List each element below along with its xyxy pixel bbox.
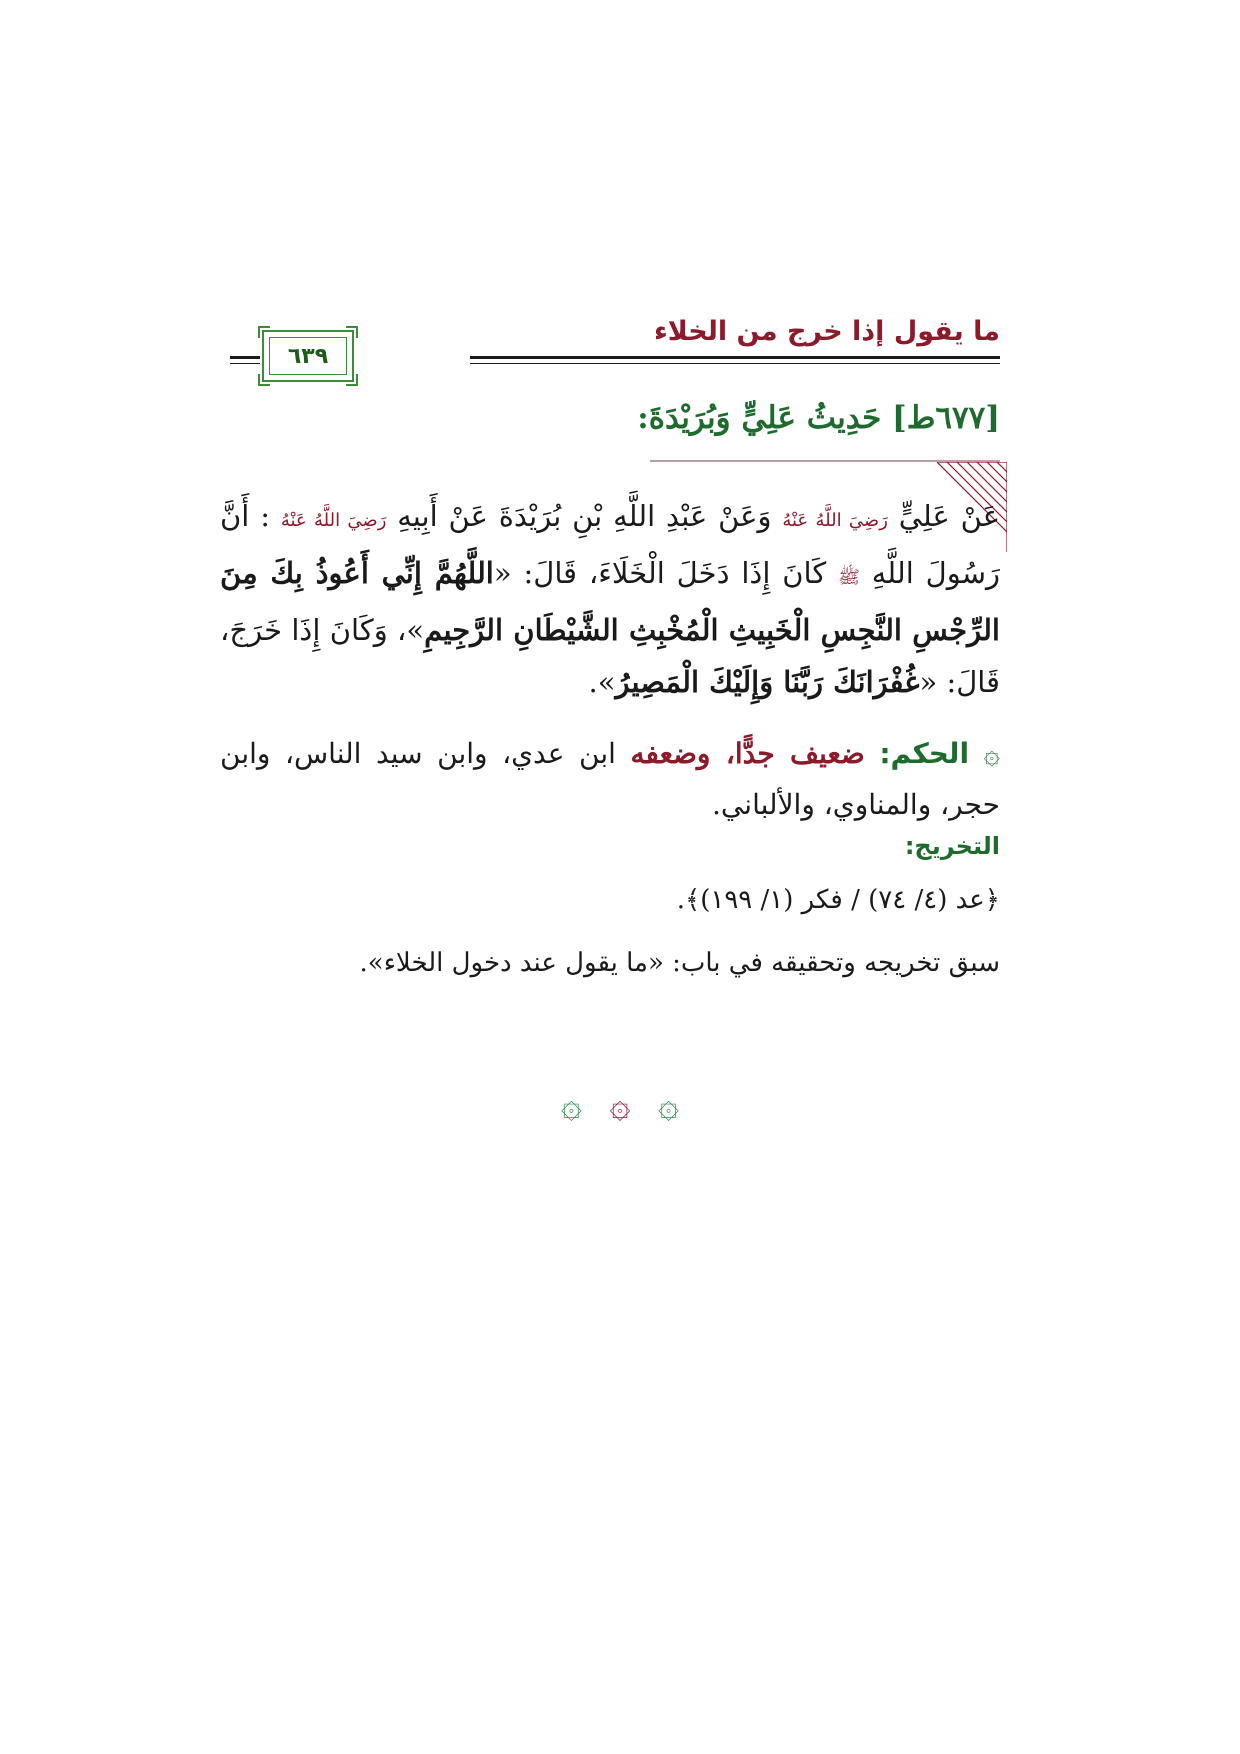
rub-el-hizb-icon: ۞: [658, 1085, 680, 1126]
supplication-entering: اللَّهُمَّ إِنِّي أَعُوذُ بِكَ مِنَ الرِّجْسِ النَّجِسِ الْخَبِيثِ الْمُخْبِثِ الشَّيْطَانِ الرَّجِيمِ: [220, 556, 1000, 647]
frame-corner-ornament: [346, 374, 358, 386]
rub-el-hizb-icon: ۞: [983, 737, 1000, 770]
supplication-exiting: غُفْرَانَكَ رَبَّنَا وَإِلَيْكَ الْمَصِيرُ: [615, 665, 920, 699]
matn-text: »، وَكَانَ إِذَا خَرَجَ، قَالَ: «: [220, 613, 1000, 699]
ruling-authorities: ابن عدي، وابن سيد الناس، وابن حجر، والمناوي، والألباني.: [220, 737, 1000, 821]
header-rule-right-thick: [470, 356, 1000, 359]
page-number: ٦٣٩: [269, 337, 347, 375]
rub-el-hizb-icon: ۞: [560, 1085, 582, 1126]
matn-text: وَعَنْ عَبْدِ اللَّهِ بْنِ بُرَيْدَةَ عَنْ أَبِيهِ: [397, 499, 772, 533]
ruling-paragraph: [220, 728, 1000, 830]
section-end-ornament: [520, 1085, 720, 1126]
page-number-frame: [262, 330, 354, 382]
matn-text: : أَنَّ رَسُولَ اللَّهِ: [220, 499, 1001, 590]
hadith-matn: [220, 490, 1000, 708]
frame-corner-ornament: [258, 374, 270, 386]
takhrij-label: التخريج:: [904, 832, 1000, 860]
matn-text: عَنْ عَلِيٍّ: [898, 499, 1001, 533]
honorific-radiallahu: رَضِيَ اللَّهُ عَنْهُ: [782, 510, 888, 531]
hadith-heading: [٦٧٧ط] حَدِيثُ عَلِيٍّ وَبُرَيْدَةَ:: [637, 400, 1000, 436]
ruling-label: الحكم:: [879, 737, 970, 770]
takhrij-reference: ﴿عد (٤/ ٧٤) / فكر (١/ ١٩٩)﴾.: [676, 885, 1000, 915]
header-rule-right-thin: [470, 363, 1000, 364]
honorific-salallahu: ﷺ: [838, 567, 860, 588]
rub-el-hizb-icon: ۞: [609, 1085, 631, 1126]
header-rule-left-thin: [230, 363, 260, 364]
running-header-title: ما يقول إذا خرج من الخلاء: [653, 316, 1000, 347]
takhrij-note: سبق تخريجه وتحقيقه في باب: «ما يقول عند دخول الخلاء».: [359, 948, 1000, 978]
header-rule-left-thick: [230, 356, 260, 359]
honorific-radiallahu: رَضِيَ اللَّهُ عَنْهُ: [280, 510, 387, 531]
ruling-grade: ضعيف جدًّا، وضعفه: [630, 737, 865, 770]
matn-text: كَانَ إِذَا دَخَلَ الْخَلَاءَ، قَالَ: «: [493, 556, 827, 590]
frame-corner-ornament: [346, 326, 358, 338]
matn-text: ».: [588, 665, 616, 699]
